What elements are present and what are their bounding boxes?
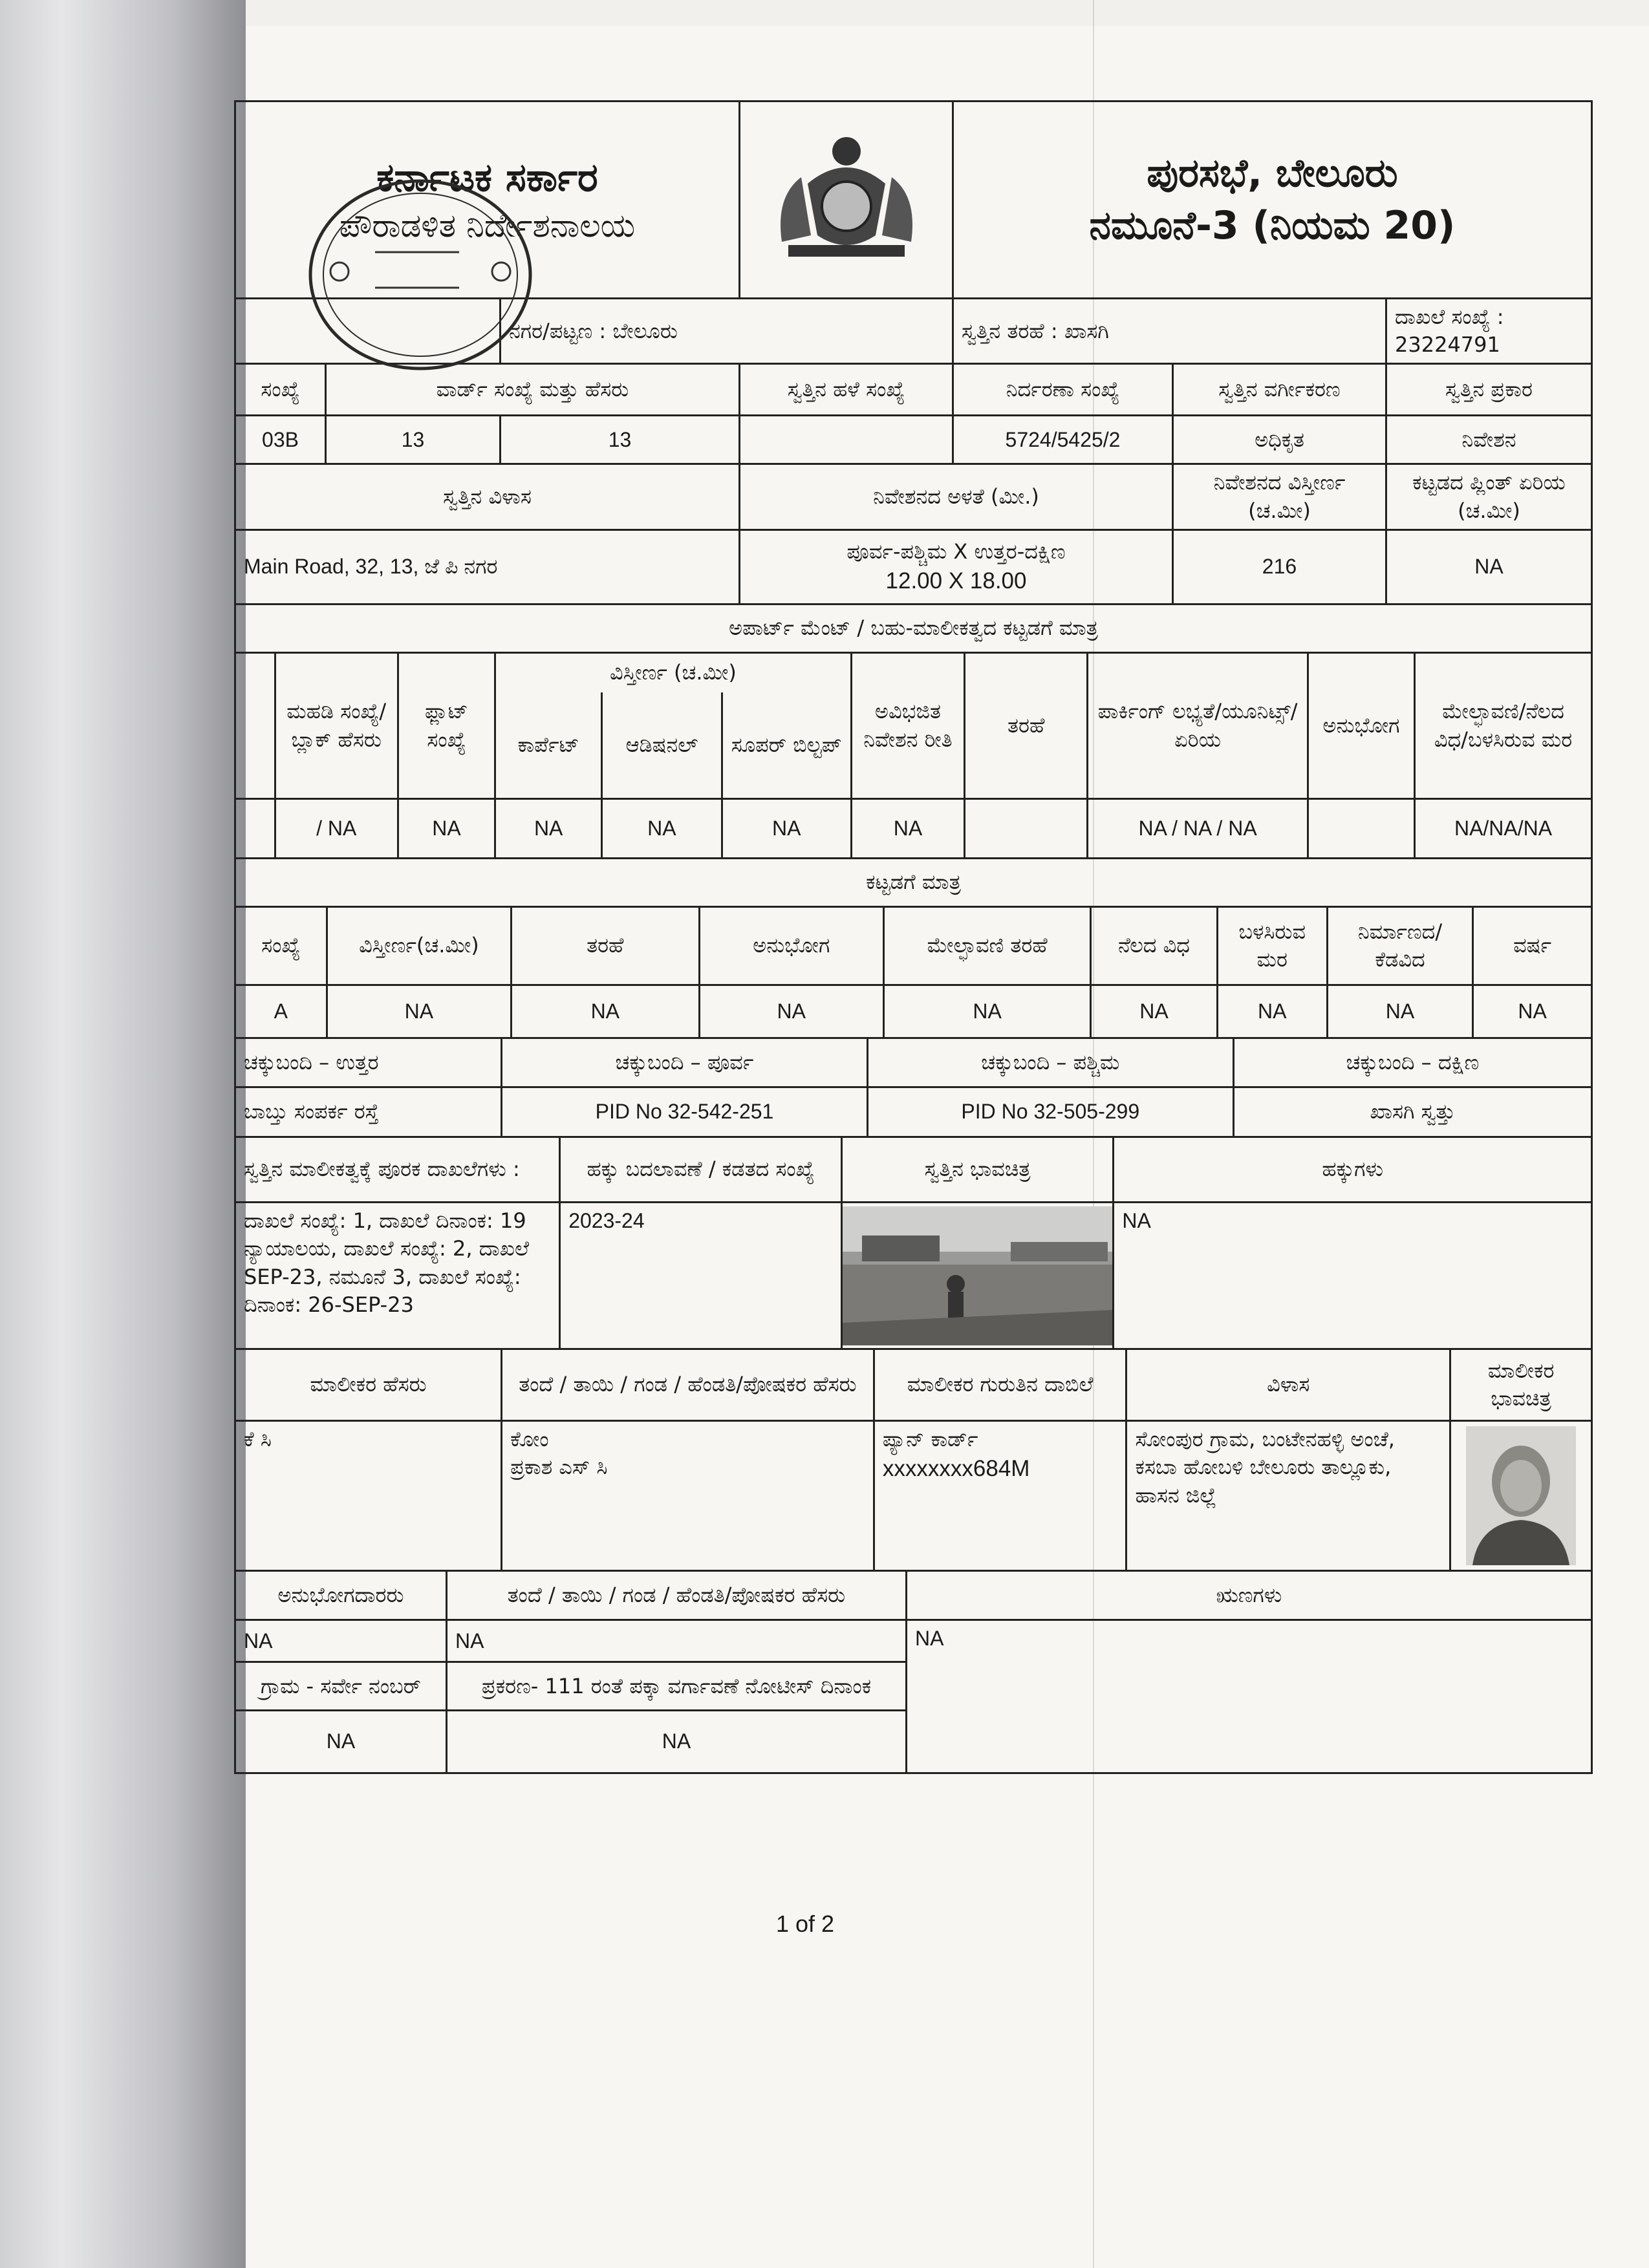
owner-id-type: ಪ್ಯಾನ್ ಕಾರ್ಡ್ — [882, 1427, 978, 1452]
building-value-6: NA — [1217, 985, 1327, 1037]
directorate-title: ಪೌರಾಡಳಿತ ನಿರ್ದೇಶನಾಲಯ — [339, 206, 636, 244]
building-value-7: NA — [1327, 985, 1472, 1037]
boundary-value-north: ಬಾಬ್ತು ಸಂಪರ್ಕ ರಸ್ತೆ — [236, 1087, 502, 1136]
survey-header-number: ಗ್ರಾಮ - ಸರ್ವೇ ನಂಬರ್ — [236, 1662, 446, 1711]
owner-header-relation: ತಂದೆ / ತಾಯಿ / ಗಂಡ / ಹೆಂಡತಿ/ಪೋಷಕರ ಹೆಸರು — [502, 1350, 874, 1421]
building-value-1: NA — [327, 985, 511, 1037]
ids-header-4: ಸ್ವತ್ತಿನ ವರ್ಗೀಕರಣ — [1173, 364, 1386, 416]
apartment-header-parking: ಪಾರ್ಕಿಂಗ್ ಲಭ್ಯತೆ/ಯೂನಿಟ್ಸ್/ಏರಿಯ — [1088, 654, 1308, 799]
apartment-header-usage: ಅನುಭೋಗ — [1308, 654, 1414, 799]
site-area: 216 — [1173, 530, 1386, 604]
ids-value-6: ನಿವೇಶನ — [1386, 416, 1592, 464]
apartment-header-undivided: ಅವಿಭಜಿತ ನಿವೇಶನ ರೀತಿ — [851, 654, 964, 799]
ids-header-1: ವಾರ್ಡ್ ಸಂಖ್ಯೆ ಮತ್ತು ಹೆಸರು — [326, 364, 740, 416]
building-value-2: NA — [512, 985, 699, 1037]
ids-value-1: 13 — [326, 416, 501, 464]
ids-value-4: 5724/5425/2 — [953, 416, 1173, 464]
owner-header-address: ವಿಳಾಸ — [1126, 1350, 1450, 1421]
apartment-header-blank — [236, 654, 275, 799]
building-value-8: NA — [1473, 985, 1591, 1037]
municipality-title: ಪುರಸಭೆ, ಬೇಲೂರು — [1147, 151, 1398, 196]
boundary-value-east: PID No 32-542-251 — [502, 1087, 868, 1136]
apartment-header-superbuilt: ಸೂಪರ್ ಬಿಲ್ಟಪ್ — [722, 692, 851, 799]
apartment-title: ಅಪಾರ್ಟ್ ಮೆಂಟ್ / ಬಹು-ಮಾಲೀಕತ್ವದ ಕಟ್ಟಡಗೆ ಮಾತ್ರ — [235, 604, 1592, 652]
apartment-value-6: NA — [851, 799, 964, 857]
site-header-address: ಸ್ವತ್ತಿನ ವಿಳಾಸ — [235, 464, 740, 530]
gov-title: ಕರ್ನಾಟಕ ಸರ್ಕಾರ — [376, 155, 598, 200]
occupant-value-relation: NA — [446, 1620, 906, 1662]
ids-header-3: ನಿರ್ದರಣಾ ಸಂಖ್ಯೆ — [953, 364, 1173, 416]
ids-header-0: ಸಂಖ್ಯೆ — [235, 364, 326, 416]
building-cell — [235, 906, 1592, 1038]
building-header-0: ಸಂಖ್ಯೆ — [236, 908, 327, 985]
building-value-0: A — [236, 985, 327, 1037]
owner-address: ಸೋಂಪುರ ಗ್ರಾಮ, ಬಂಟೇನಹಳ್ಳಿ ಅಂಚೆ, ಕಸಬಾ ಹೋಬಳಿ ಬೇಲೂರು ತಾಲ್ಲೂಕು, ಹಾಸನ ಜಿಲ್ಲೆ — [1126, 1421, 1450, 1570]
ids-value-0: 03B — [235, 416, 326, 464]
doc-line-3: SEP-23, ನಮೂನೆ 3, ದಾಖಲೆ ಸಂಖ್ಯೆ: — [244, 1264, 521, 1289]
building-header-4: ಮೇಲ್ಛಾವಣಿ ತರಹೆ — [883, 908, 1090, 985]
occupant-cell — [235, 1570, 1592, 1773]
owner-id-number: xxxxxxxx684M — [882, 1456, 1030, 1482]
city-cell: ನಗರ/ಪಟ್ಟಣ : ಬೇಲೂರು — [501, 299, 953, 364]
boundaries-cell — [235, 1038, 1592, 1137]
boundary-header-east: ಚಕ್ಕುಬಂದಿ – ಪೂರ್ವ — [502, 1039, 868, 1087]
boundary-header-south: ಚಕ್ಕುಬಂದಿ – ದಕ್ಷಿಣ — [1233, 1039, 1591, 1087]
owner-cell — [235, 1349, 1592, 1570]
apartment-header-roof: ಮೇಲ್ಛಾವಣಿ/ನೆಲದ ವಿಧ/ಬಳಸಿರುವ ಮರ — [1415, 654, 1591, 799]
building-header-5: ನೆಲದ ವಿಧ — [1091, 908, 1217, 985]
apartment-header-additional: ಆಡಿಷನಲ್ — [602, 692, 722, 799]
documents-header-change: ಹಕ್ಕು ಬದಲಾವಣೆ / ಕಡತದ ಸಂಖ್ಯೆ — [560, 1138, 842, 1203]
apartment-area-group: ವಿಸ್ತೀರ್ಣ (ಚ.ಮೀ) — [495, 654, 852, 692]
header-right-cell — [953, 102, 1592, 299]
building-header-8: ವರ್ಷ — [1473, 908, 1591, 985]
apartment-value-0 — [236, 799, 275, 857]
site-header-dimension: ನಿವೇಶನದ ಅಳತೆ (ಮೀ.) — [740, 464, 1173, 530]
occupant-table — [236, 1572, 1591, 1772]
rights-value: NA — [1114, 1203, 1591, 1348]
property-type-cell: ಸ್ವತ್ತಿನ ತರಹೆ : ಖಾಸಗಿ — [953, 299, 1386, 364]
boundary-header-north: ಚಕ್ಕುಬಂದಿ – ಉತ್ತರ — [236, 1039, 502, 1087]
owner-relation-cell — [502, 1421, 874, 1570]
boundary-value-south: ಖಾಸಗಿ ಸ್ವತ್ತು — [1233, 1087, 1591, 1136]
apartment-value-3: NA — [495, 799, 602, 857]
apartment-cell — [235, 652, 1592, 858]
apartment-table — [236, 654, 1591, 857]
site-header-plinth: ಕಟ್ಟಡದ ಪ್ಲಿಂತ್ ಏರಿಯ (ಚ.ಮೀ) — [1386, 464, 1592, 530]
ids-value-2: 13 — [501, 416, 740, 464]
apartment-header-carpet: ಕಾರ್ಪೆಟ್ — [495, 692, 602, 799]
survey-header-notice: ಪ್ರಕರಣ- 111 ರಂತೆ ಪಕ್ಕಾ ವರ್ಗಾವಣೆ ನೋಟೀಸ್ ದಿನಾಂಕ — [446, 1662, 906, 1711]
site-plinth: NA — [1386, 530, 1592, 604]
ids-header-2: ಸ್ವತ್ತಿನ ಹಳೆ ಸಂಖ್ಯೆ — [740, 364, 953, 416]
documents-header-photo: ಸ್ವತ್ತಿನ ಭಾವಚಿತ್ರ — [841, 1138, 1114, 1203]
building-header-6: ಬಳಸಿರುವ ಮರ — [1217, 908, 1327, 985]
building-value-4: NA — [883, 985, 1090, 1037]
owner-photo-cell — [1450, 1421, 1591, 1570]
owner-name: ಕೆ ಸಿ — [236, 1421, 502, 1570]
documents-header-supporting: ಸ್ವತ್ತಿನ ಮಾಲೀಕತ್ವಕ್ಕೆ ಪೂರಕ ದಾಖಲೆಗಳು : — [236, 1138, 560, 1203]
building-table — [236, 908, 1591, 1037]
property-photo-cell — [841, 1203, 1114, 1348]
doc-line-1: ದಾಖಲೆ ಸಂಖ್ಯೆ: 1, ದಾಖಲೆ ದಿನಾಂಕ: 19 — [244, 1208, 526, 1234]
owner-relation-1: ಕೋಂ — [510, 1427, 549, 1452]
documents-header-rights: ಹಕ್ಕುಗಳು — [1114, 1138, 1591, 1203]
boundaries-table — [236, 1039, 1591, 1136]
apartment-value-2: NA — [398, 799, 495, 857]
apartment-value-9 — [1308, 799, 1414, 857]
dimension-label: ಪೂರ್ವ-ಪಶ್ಚಿಮ X ಉತ್ತರ-ದಕ್ಷಿಣ — [846, 539, 1066, 564]
form-name: ನಮೂನೆ-3 (ನಿಯಮ 20) — [1089, 203, 1456, 248]
site-dimension-cell — [740, 530, 1173, 604]
encumbrance-header: ಋಣಗಳು — [906, 1572, 1591, 1620]
apartment-value-4: NA — [602, 799, 722, 857]
building-value-3: NA — [699, 985, 883, 1037]
owner-relation-2: ಪ್ರಕಾಶ ಎಸ್ ಸಿ — [510, 1455, 608, 1480]
apartment-value-5: NA — [722, 799, 851, 857]
apartment-header-type: ತರಹೆ — [965, 654, 1088, 799]
occupant-header-name: ಅನುಭೋಗದಾರರು — [236, 1572, 446, 1620]
owner-id-cell — [874, 1421, 1126, 1570]
doc-number-cell: ದಾಖಲೆ ಸಂಖ್ಯೆ : 23224791 — [1386, 299, 1592, 364]
office-seal-stamp-icon — [304, 175, 537, 375]
site-address: Main Road, 32, 13, ಜೆ ಪಿ ನಗರ — [235, 530, 740, 604]
building-header-1: ವಿಸ್ತೀರ್ಣ(ಚ.ಮೀ) — [327, 908, 511, 985]
change-number: 2023-24 — [560, 1203, 842, 1348]
occupant-header-relation: ತಂದೆ / ತಾಯಿ / ಗಂಡ / ಹೆಂಡತಿ/ಪೋಷಕರ ಹೆಸರು — [446, 1572, 906, 1620]
owner-table — [236, 1350, 1591, 1570]
boundary-value-west: PID No 32-505-299 — [867, 1087, 1233, 1136]
building-header-2: ತರಹೆ — [512, 908, 699, 985]
apartment-value-8: NA / NA / NA — [1088, 799, 1308, 857]
owner-header-id: ಮಾಲೀಕರ ಗುರುತಿನ ದಾಬಿಲೆ — [874, 1350, 1126, 1421]
owner-header-name: ಮಾಲೀಕರ ಹೆಸರು — [236, 1350, 502, 1421]
building-header-7: ನಿರ್ಮಾಣದ/ ಕೆಡವಿದ — [1327, 908, 1472, 985]
apartment-value-1: / NA — [275, 799, 398, 857]
occupant-value-name: NA — [236, 1620, 446, 1662]
survey-value-number: NA — [236, 1711, 446, 1772]
owner-header-photo: ಮಾಲೀಕರ ಭಾವಚಿತ್ರ — [1450, 1350, 1591, 1421]
documents-table — [236, 1138, 1591, 1348]
emblem-cell — [740, 102, 953, 299]
apartment-header-flat: ಫ್ಲಾಟ್ ಸಂಖ್ಯೆ — [398, 654, 495, 799]
documents-list — [236, 1203, 560, 1348]
encumbrance-value: NA — [906, 1620, 1591, 1772]
book-binding-shadow — [0, 0, 246, 2268]
ids-header-5: ಸ್ವತ್ತಿನ ಪ್ರಕಾರ — [1386, 364, 1592, 416]
building-value-5: NA — [1091, 985, 1217, 1037]
doc-line-4: ದಿನಾಂಕ: 26-SEP-23 — [244, 1292, 414, 1317]
doc-line-2: ನ್ಯಾಯಾಲಯ, ದಾಖಲೆ ಸಂಖ್ಯೆ: 2, ದಾಖಲೆ — [244, 1236, 529, 1261]
building-header-3: ಅನುಭೋಗ — [699, 908, 883, 985]
apartment-header-floor: ಮಹಡಿ ಸಂಖ್ಯೆ/ಬ್ಲಾಕ್ ಹೆಸರು — [275, 654, 398, 799]
ids-value-5: ಅಧಿಕೃತ — [1173, 416, 1386, 464]
state-emblem-icon — [762, 125, 931, 274]
apartment-value-10: NA/NA/NA — [1415, 799, 1591, 857]
apartment-value-7 — [965, 799, 1088, 857]
page-number: 1 of 2 — [776, 1910, 835, 1937]
documents-cell — [235, 1137, 1592, 1349]
owner-photo-icon — [1466, 1426, 1576, 1565]
property-photo-icon — [843, 1206, 1114, 1345]
dimension-value: 12.00 X 18.00 — [885, 568, 1027, 594]
building-title: ಕಟ್ಟಡಗೆ ಮಾತ್ರ — [235, 858, 1592, 906]
boundary-header-west: ಚಕ್ಕುಬಂದಿ – ಪಶ್ಚಿಮ — [867, 1039, 1233, 1087]
ids-value-3 — [740, 416, 953, 464]
site-header-area: ನಿವೇಶನದ ವಿಸ್ತೀರ್ಣ (ಚ.ಮೀ) — [1173, 464, 1386, 530]
survey-value-notice: NA — [446, 1711, 906, 1772]
